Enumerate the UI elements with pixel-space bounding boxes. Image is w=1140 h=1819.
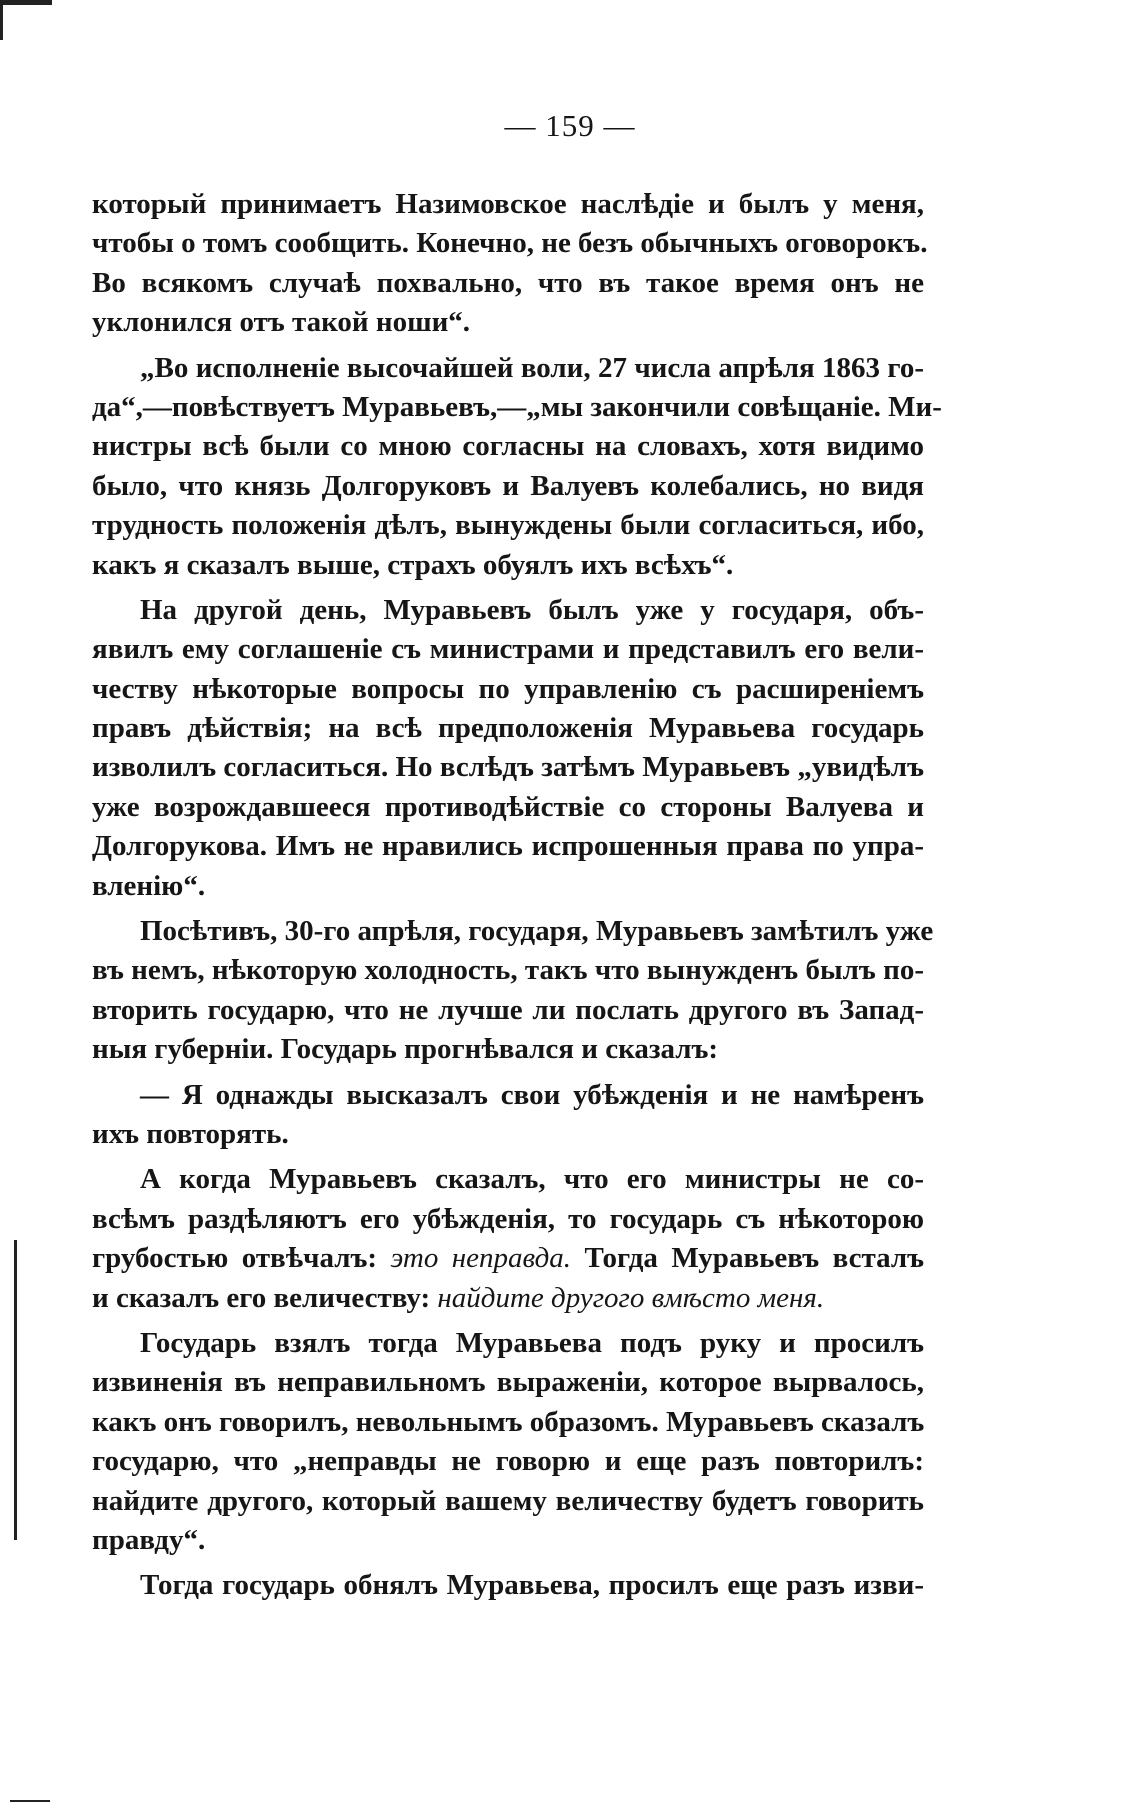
text-line: чтобы о томъ сообщить. Конечно, не безъ обычныхъ оговорокъ. xyxy=(92,227,928,260)
text-line: нистры всѣ были со мною согласны на словахъ, хотя видимо xyxy=(92,430,924,463)
text-line: найдите другого, который вашему величеству будетъ говорить xyxy=(92,1484,924,1517)
text-line: трудность положенія дѣлъ, вынуждены были согласиться, ибо, xyxy=(92,509,924,542)
text-line: правъ дѣйствія; на всѣ предположенія Муравьева государь xyxy=(92,712,924,745)
text-line: — Я однажды высказалъ свои убѣжденія и не намѣренъ xyxy=(140,1078,924,1111)
text-line: извиненія въ неправильномъ выраженіи, которое вырвалось, xyxy=(92,1366,924,1399)
text-line: всѣмъ раздѣляютъ его убѣжденія, то государь съ нѣкоторою xyxy=(92,1202,924,1235)
text-line: На другой день, Муравьевъ былъ уже у государя, объ- xyxy=(140,593,924,626)
text-line-with-italic xyxy=(92,1239,924,1278)
text-line-with-italic xyxy=(92,1279,924,1318)
text-line: какъ я сказалъ выше, страхъ обуялъ ихъ всѣхъ“. xyxy=(92,548,734,581)
text-line: да“,—повѣствуетъ Муравьевъ,—„мы закончили совѣщаніе. Ми- xyxy=(92,390,942,423)
text-line: какъ онъ говорилъ, невольнымъ образомъ. Муравьевъ сказалъ xyxy=(92,1405,925,1438)
scan-edge-mark xyxy=(0,0,3,40)
text-line: изволилъ согласиться. Но вслѣдъ затѣмъ Муравьевъ „увидѣлъ xyxy=(92,751,924,784)
italic-quote: найдите другого вмѣсто меня. xyxy=(437,1281,825,1314)
text-line: вторить государю, что не лучше ли послать другого въ Запад- xyxy=(92,993,924,1026)
text-segment: и сказалъ его величеству: xyxy=(92,1281,438,1314)
body-text xyxy=(92,185,942,1606)
text-line: честву нѣкоторые вопросы по управленію съ расширеніемъ xyxy=(92,672,924,705)
scan-edge-mark xyxy=(14,1240,17,1540)
text-line: государю, что „неправды не говорю и еще разъ повторилъ: xyxy=(92,1445,924,1478)
text-line: „Во исполненіе высочайшей воли, 27 числа апрѣля 1863 го- xyxy=(140,351,924,384)
text-line: явилъ ему соглашеніе съ министрами и представилъ его вели- xyxy=(92,633,924,666)
text-line: ихъ повторять. xyxy=(92,1117,289,1150)
text-line: Посѣтивъ, 30-го апрѣля, государя, Муравьевъ замѣтилъ уже xyxy=(140,915,934,948)
text-line: Государь взялъ тогда Муравьева подъ руку и просилъ xyxy=(140,1326,924,1359)
text-line: правду“. xyxy=(92,1523,206,1556)
text-line: вленію“. xyxy=(92,869,206,902)
text-segment: грубостью отвѣчалъ: xyxy=(92,1242,391,1275)
text-line: Во всякомъ случаѣ похвально, что въ такое время онъ не xyxy=(92,266,924,299)
scan-edge-mark xyxy=(10,1800,50,1802)
scan-edge-mark xyxy=(0,0,52,5)
text-line: ныя губерніи. Государь прогнѣвался и сказалъ: xyxy=(92,1033,719,1066)
text-line: уже возрождавшееся противодѣйствіе со стороны Валуева и xyxy=(92,790,924,823)
text-line: Тогда государь обнялъ Муравьева, просилъ еще разъ изви- xyxy=(140,1569,924,1602)
text-line: уклонился отъ такой ноши“. xyxy=(92,306,471,339)
text-line: который принимаетъ Назимовское наслѣдіе и былъ у меня, xyxy=(92,188,924,220)
italic-quote: это неправда. xyxy=(390,1242,572,1275)
text-line: Долгорукова. Имъ не нравились испрошенныя права по упра- xyxy=(92,830,924,863)
text-segment: Тогда Муравьевъ всталъ xyxy=(571,1242,925,1275)
text-line: въ немъ, нѣкоторую холодность, такъ что вынужденъ былъ по- xyxy=(92,954,924,987)
text-line: А когда Муравьевъ сказалъ, что его министры не со- xyxy=(140,1163,924,1196)
text-line: было, что князь Долгоруковъ и Валуевъ колебались, но видя xyxy=(92,469,924,502)
page-number: — 159 — xyxy=(504,108,636,143)
